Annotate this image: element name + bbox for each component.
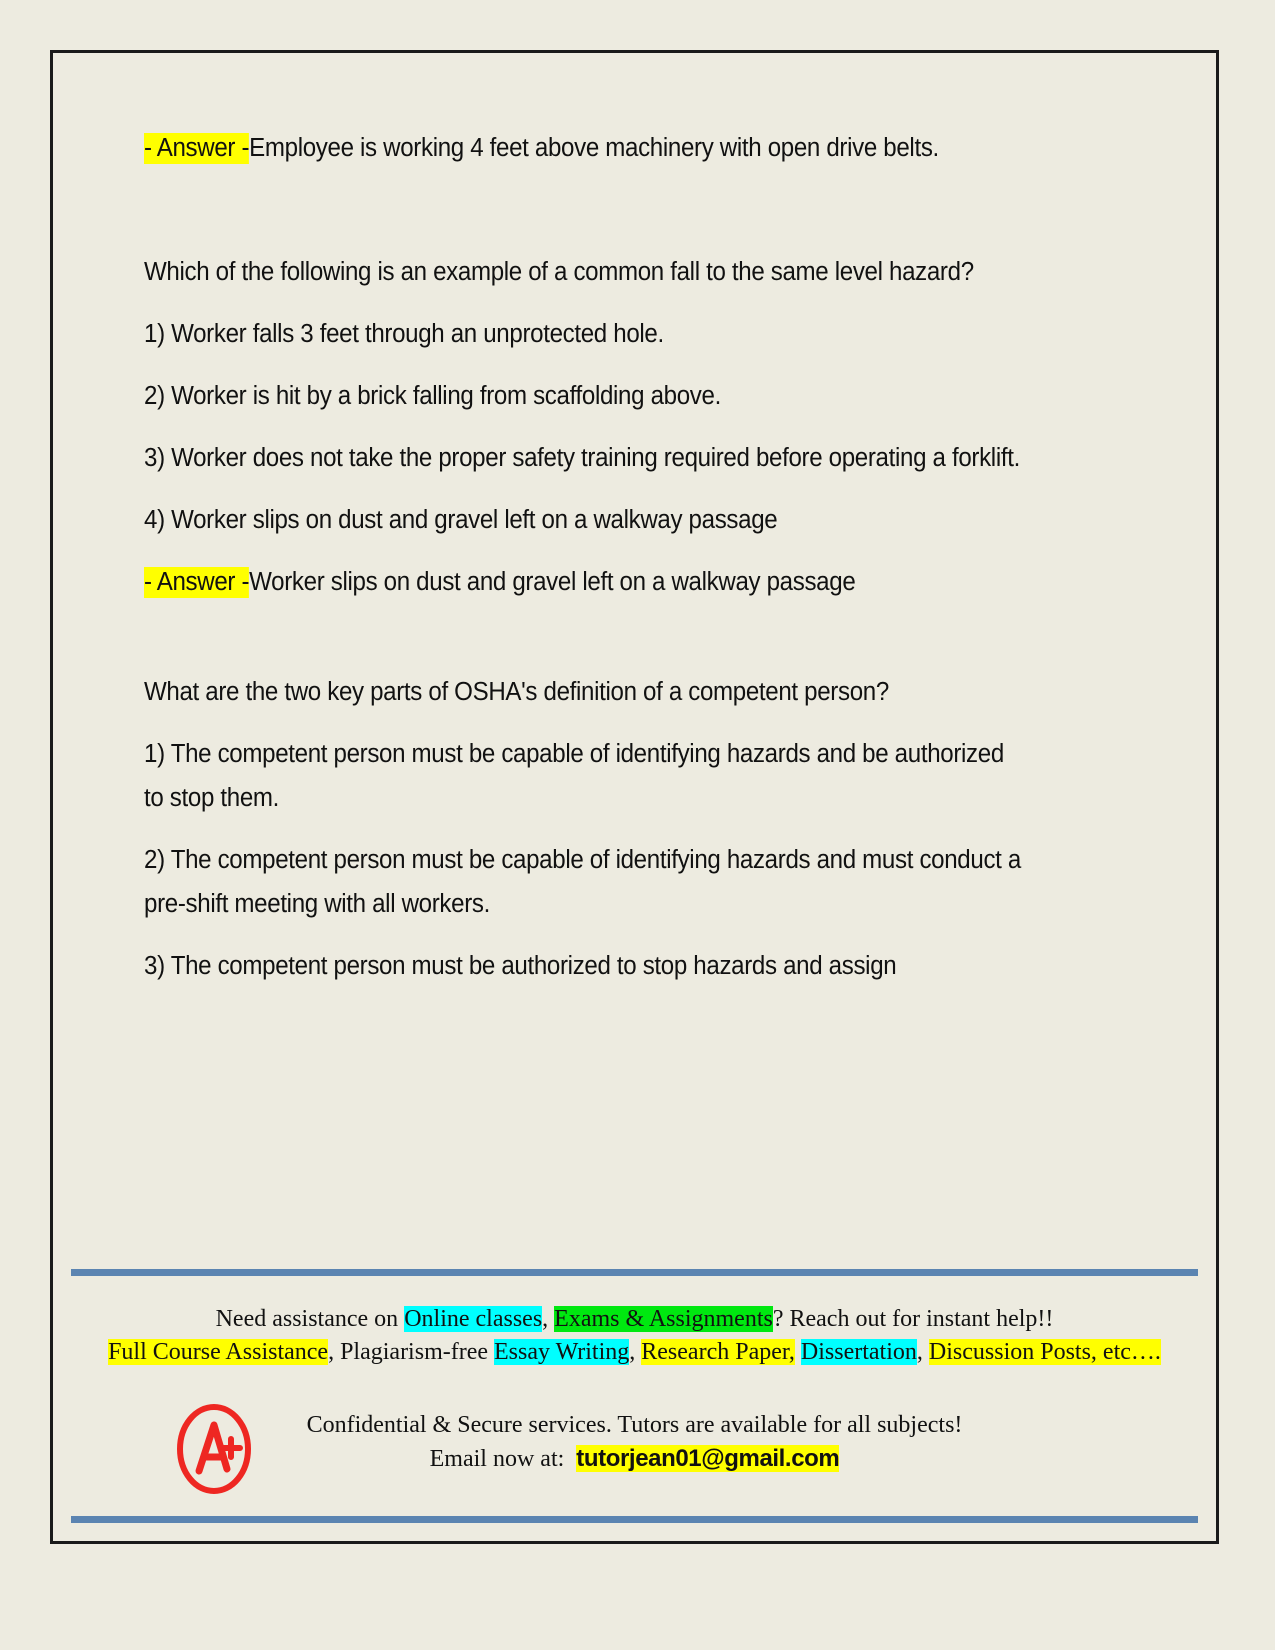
- answer-label-1: - Answer -: [144, 134, 250, 162]
- promo-essay-writing: Essay Writing: [494, 1339, 630, 1365]
- promo-sep-2: ,: [629, 1339, 642, 1365]
- page-footer: [53, 1261, 1216, 1541]
- question-1: Which of the following is an example of a common fall to the same level hazard?: [144, 258, 974, 286]
- promo-sep-3: [795, 1339, 801, 1365]
- promo-line-2: [53, 1336, 1216, 1369]
- question-2: What are the two key parts of OSHA's definition of a competent person?: [144, 678, 889, 706]
- q2-option-3: 3) The competent person must be authorized to stop hazards and assign: [144, 952, 897, 980]
- spacer-1: [144, 188, 1079, 250]
- footer-contact-block: [53, 1409, 1216, 1476]
- promo-sep-1: ,: [542, 1306, 555, 1332]
- promo-research-paper: Research Paper,: [641, 1339, 795, 1365]
- spacer-2: [144, 622, 1079, 670]
- promo-discussion-posts: Discussion Posts, etc….: [928, 1339, 1161, 1365]
- promo-full-course-assistance: Full Course Assistance: [108, 1339, 329, 1365]
- contact-email-line: [53, 1442, 1216, 1476]
- promo-exams-assignments: Exams & Assignments: [554, 1306, 773, 1332]
- q2-option-2: 2) The competent person must be capable of identifying hazards and must conduct a pre-shift meeting with all workers.: [144, 846, 1028, 918]
- email-prefix-label: Email now at:: [429, 1446, 565, 1472]
- promo-online-classes: Online classes: [404, 1306, 543, 1332]
- promo-line-1: [53, 1303, 1216, 1336]
- document-page: [50, 50, 1219, 1544]
- answer-label-2: - Answer -: [144, 568, 250, 596]
- answer-paragraph-1: [144, 126, 1028, 170]
- answer-text-2: Worker slips on dust and gravel left on a walkway passage: [249, 568, 856, 596]
- footer-rule-bottom: [71, 1516, 1198, 1523]
- email-address[interactable]: tutorjean01@gmail.com: [576, 1445, 840, 1472]
- q1-option-1: 1) Worker falls 3 feet through an unprotected hole.: [144, 320, 664, 348]
- q1-option-2: 2) Worker is hit by a brick falling from scaffolding above.: [144, 382, 721, 410]
- document-body: [144, 126, 1079, 988]
- q1-option-3: 3) Worker does not take the proper safety training required before operating a forklift.: [144, 444, 1020, 472]
- promo-text-plagiarism-free: , Plagiarism-free: [328, 1339, 495, 1365]
- answer-paragraph-2: [144, 560, 1028, 604]
- contact-tagline: Confidential & Secure services. Tutors are available for all subjects!: [306, 1412, 963, 1438]
- promo-sep-4: ,: [916, 1339, 929, 1365]
- answer-text-1: Employee is working 4 feet above machinery with open drive belts.: [249, 134, 939, 162]
- q1-option-4: 4) Worker slips on dust and gravel left on a walkway passage: [144, 506, 778, 534]
- promo-text-need-assistance: Need assistance on: [215, 1306, 405, 1332]
- promo-dissertation: Dissertation: [800, 1339, 917, 1365]
- footer-promo-block: [53, 1303, 1216, 1369]
- promo-text-reach-out: ? Reach out for instant help!!: [772, 1306, 1054, 1332]
- q2-option-1: 1) The competent person must be capable of identifying hazards and be authorized to stop them.: [144, 740, 1011, 812]
- footer-rule-top: [71, 1269, 1198, 1276]
